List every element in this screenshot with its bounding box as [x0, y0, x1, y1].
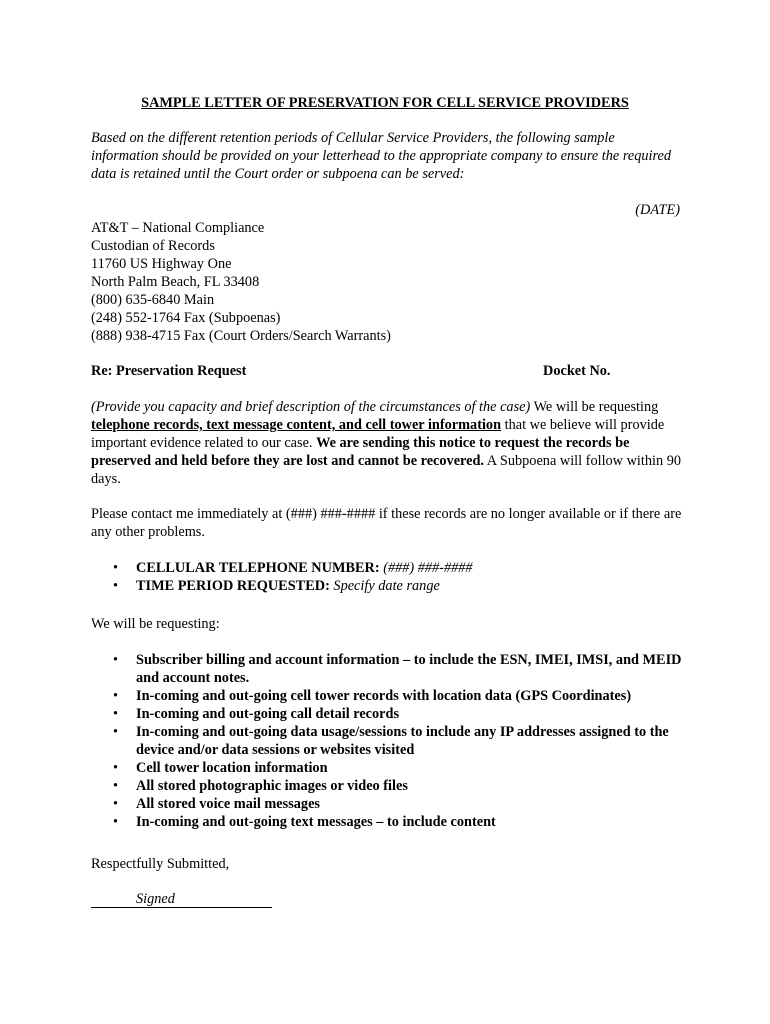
item-label: TIME PERIOD REQUESTED: — [136, 578, 330, 594]
signature: Signed — [136, 891, 175, 907]
list-item — [91, 651, 683, 687]
requesting-lead: We will be requesting: — [91, 616, 220, 632]
bullet-icon: • — [113, 560, 119, 576]
item-label: CELLULAR TELEPHONE NUMBER: — [136, 560, 380, 576]
preservation-notice: We are sending this notice to request the records be preserved and held before they are lost and cannot be recovered. — [91, 435, 630, 469]
paragraph-text: We will be requesting — [530, 399, 659, 415]
docket-number-label: Docket No. — [543, 363, 611, 379]
list-item — [91, 759, 683, 777]
record-type: All stored voice mail messages — [136, 796, 320, 812]
bullet-icon: • — [113, 578, 119, 594]
requested-records-list — [91, 651, 683, 831]
record-type: In-coming and out-going cell tower records with location data (GPS Coordinates) — [136, 688, 632, 704]
item-value: (###) ###-#### — [379, 560, 473, 576]
signature-line — [91, 890, 272, 908]
bullet-icon: • — [113, 724, 119, 740]
requested-records-summary: telephone records, text message content, and cell tower information — [91, 417, 502, 433]
address-line: (800) 635-6840 Main — [91, 292, 215, 308]
bullet-icon: • — [113, 814, 119, 830]
record-type: In-coming and out-going call detail records — [136, 706, 400, 722]
bullet-icon: • — [113, 688, 119, 704]
closing-salutation: Respectfully Submitted, — [91, 856, 230, 872]
paragraph-text: that we believe will provide important evidence related to our case. — [91, 417, 665, 451]
list-item — [91, 687, 683, 705]
bullet-icon: • — [113, 760, 119, 776]
record-type: Cell tower location information — [136, 760, 328, 776]
key-items-list — [91, 559, 683, 595]
case-description-placeholder: (Provide you capacity and brief description of the circumstances of the case) — [91, 399, 531, 415]
list-item — [91, 723, 683, 759]
record-type: In-coming and out-going data usage/sessions to include any IP addresses assigned to the device and/or data sessions or websites visited — [136, 724, 669, 758]
paragraph-text: A Subpoena will follow within 90 days. — [91, 453, 681, 487]
list-item — [91, 813, 683, 831]
date-placeholder: (DATE) — [635, 202, 680, 218]
record-type: All stored photographic images or video files — [136, 778, 408, 794]
address-line: 11760 US Highway One — [91, 256, 232, 272]
bullet-icon: • — [113, 796, 119, 812]
list-item — [91, 577, 683, 595]
document-title: SAMPLE LETTER OF PRESERVATION FOR CELL SERVICE PROVIDERS — [141, 95, 629, 111]
request-paragraph — [91, 398, 683, 488]
contact-paragraph: Please contact me immediately at (###) ###-#### if these records are no longer available or if there are any other problems. — [91, 506, 682, 540]
bullet-icon: • — [113, 652, 119, 668]
address-line: Custodian of Records — [91, 238, 215, 254]
intro-paragraph: Based on the different retention periods of Cellular Service Providers, the following sample information should be provided on your letterhead to the appropriate company to ensure the required data is retained until the Court order or subpoena can be served: — [91, 130, 672, 182]
record-type: In-coming and out-going text messages – to include content — [136, 814, 496, 830]
address-line: AT&T – National Compliance — [91, 220, 265, 236]
list-item — [91, 777, 683, 795]
recipient-address — [91, 219, 683, 345]
list-item — [91, 559, 683, 577]
re-line — [91, 362, 683, 380]
bullet-icon: • — [113, 706, 119, 722]
record-type: Subscriber billing and account information – to include the ESN, IMEI, IMSI, and MEID and account notes. — [136, 652, 682, 686]
list-item — [91, 795, 683, 813]
address-line: (888) 938-4715 Fax (Court Orders/Search Warrants) — [91, 328, 391, 344]
item-value: Specify date range — [329, 578, 440, 594]
address-line: North Palm Beach, FL 33408 — [91, 274, 260, 290]
bullet-icon: • — [113, 778, 119, 794]
re-subject: Re: Preservation Request — [91, 363, 247, 379]
list-item — [91, 705, 683, 723]
address-line: (248) 552-1764 Fax (Subpoenas) — [91, 310, 281, 326]
